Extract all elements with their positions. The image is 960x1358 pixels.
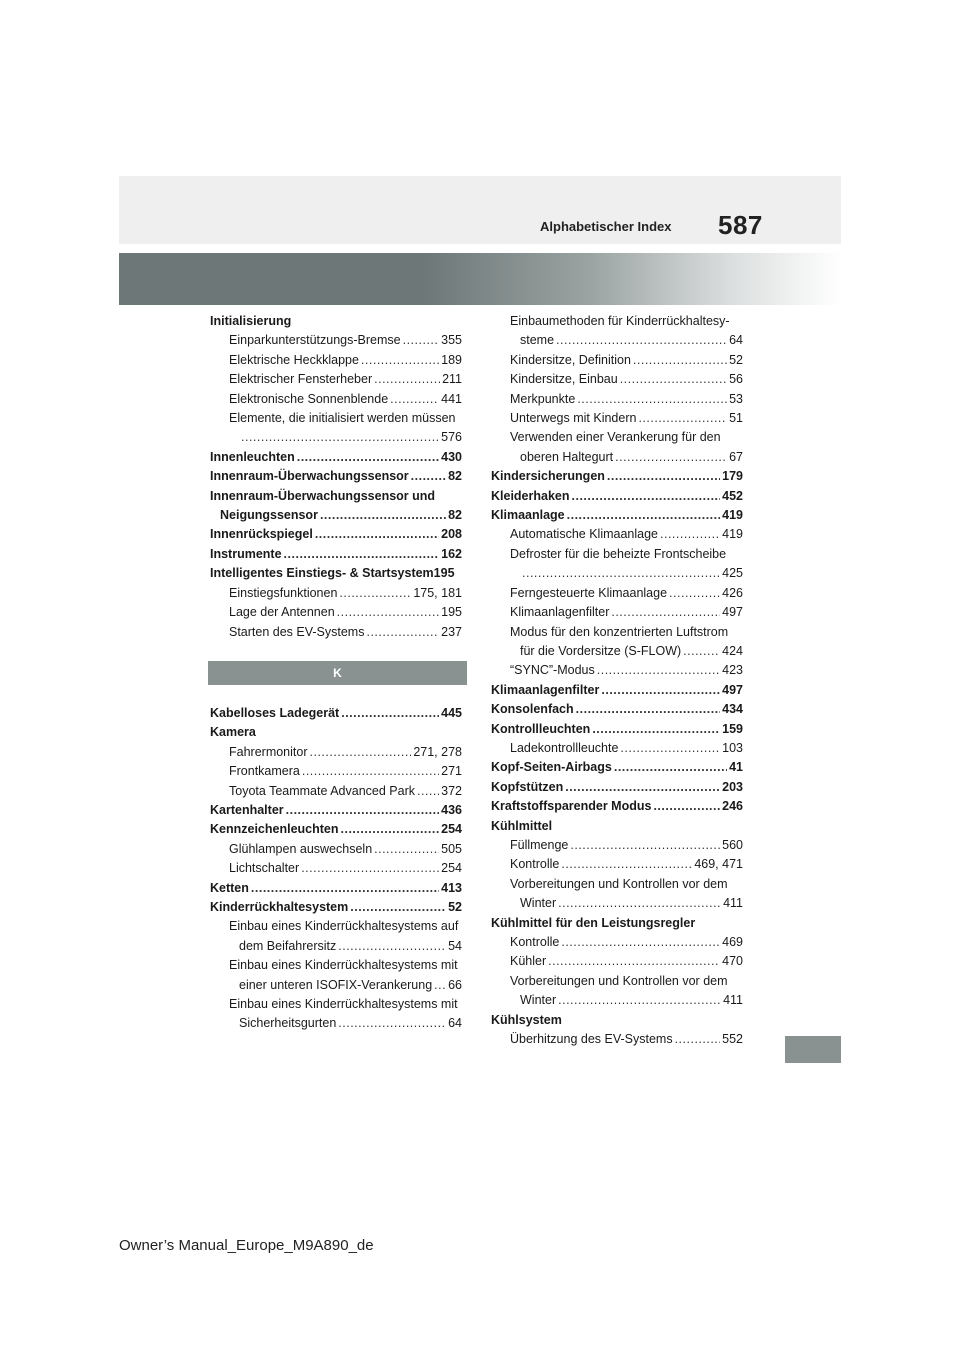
dot-leader <box>653 797 720 816</box>
index-subentry[interactable] <box>491 351 743 370</box>
entry-label: Kraftstoffsparender Modus <box>491 799 652 814</box>
entry-label: Kontrolle <box>510 935 560 949</box>
index-entry[interactable] <box>210 723 462 742</box>
index-subentry[interactable] <box>491 390 743 409</box>
dot-leader <box>660 525 720 544</box>
index-subentry[interactable] <box>491 894 743 913</box>
entry-label: Sicherheitsgurten <box>239 1016 337 1031</box>
page-reference: 54 <box>448 938 462 953</box>
dot-leader <box>548 952 720 971</box>
index-subentry[interactable] <box>491 331 743 350</box>
page-reference: 175, 181 <box>413 585 462 600</box>
index-subentry[interactable] <box>491 855 743 874</box>
entry-label: Einbau eines Kinderrückhaltesystems mit <box>229 997 458 1011</box>
page-reference: 195 <box>441 605 462 620</box>
page-reference: 103 <box>722 740 743 755</box>
page-reference: 162 <box>441 546 462 561</box>
page-reference: 452 <box>722 488 743 503</box>
dot-leader <box>366 623 439 642</box>
dot-leader <box>572 487 721 506</box>
dot-leader <box>297 448 439 467</box>
entry-label: Kleiderhaken <box>491 488 570 503</box>
dot-leader <box>251 879 439 898</box>
entry-label: Toyota Teammate Advanced Park <box>229 783 415 798</box>
dot-leader <box>633 351 727 370</box>
index-subentry[interactable] <box>491 545 743 564</box>
dot-leader <box>565 778 720 797</box>
dot-leader <box>577 390 727 409</box>
index-subentry[interactable] <box>210 351 462 370</box>
dot-leader <box>620 739 720 758</box>
entry-label: Kindersicherungen <box>491 469 605 484</box>
entry-label: Modus für den konzentrierten Luftstrom <box>510 624 729 639</box>
dot-leader <box>620 370 727 389</box>
index-entry[interactable] <box>491 506 743 525</box>
page-reference: 372 <box>441 783 462 798</box>
index-subentry[interactable] <box>491 642 743 661</box>
dot-leader <box>576 700 720 719</box>
index-subentry[interactable] <box>210 956 462 975</box>
entry-label: Elektronische Sonnenblende <box>229 391 389 406</box>
index-subentry[interactable] <box>210 976 462 995</box>
page-reference: 426 <box>722 585 743 600</box>
entry-label: Innenleuchten <box>210 449 295 464</box>
entry-label: Kontrolle <box>510 857 560 872</box>
entry-label: Merkpunkte <box>510 391 576 406</box>
index-entry[interactable] <box>210 879 462 898</box>
page-reference: 560 <box>722 837 743 852</box>
entry-label: Kopf-Seiten-Airbags <box>491 760 612 775</box>
index-subentry[interactable] <box>210 762 462 781</box>
index-entry[interactable] <box>491 758 743 777</box>
entry-label: Glühlampen auswechseln <box>229 841 373 856</box>
page-reference: 505 <box>441 841 462 856</box>
entry-label: “SYNC”-Modus <box>510 663 595 678</box>
dot-leader <box>567 506 721 525</box>
page-reference: 552 <box>722 1032 743 1047</box>
page-reference: 237 <box>441 624 462 639</box>
index-entry[interactable] <box>491 817 743 836</box>
page-reference: 419 <box>722 508 743 523</box>
entry-label: Initialisierung <box>210 314 292 328</box>
dot-leader <box>390 390 439 409</box>
letter-heading: K <box>208 661 467 685</box>
entry-label: Elektrische Heckklappe <box>229 352 359 367</box>
dot-leader <box>611 603 720 622</box>
entry-label: Fahrermonitor <box>229 744 308 759</box>
index-subentry[interactable] <box>491 448 743 467</box>
index-entry[interactable] <box>210 506 462 525</box>
page-reference: 441 <box>441 391 462 406</box>
entry-label: Kühlmittel für den Leistungsregler <box>491 915 696 930</box>
index-entry[interactable] <box>210 312 462 331</box>
page-reference: 64 <box>729 333 743 348</box>
page-reference: 413 <box>441 880 462 895</box>
index-entry[interactable] <box>491 467 743 486</box>
entry-label: einer unteren ISOFIX-Verankerung <box>239 977 433 992</box>
entry-label: Winter <box>520 993 557 1008</box>
entry-label: Kühler <box>510 954 547 969</box>
page-reference: 189 <box>441 352 462 367</box>
entry-label: Vorbereitungen und Kontrollen vor dem <box>510 973 728 988</box>
index-subentry[interactable] <box>491 584 743 603</box>
entry-label: Überhitzung des EV-Systems <box>510 1032 673 1047</box>
index-column-right <box>491 312 743 1049</box>
dot-leader <box>607 467 720 486</box>
entry-label: Einstiegsfunktionen <box>229 585 338 600</box>
entry-label: Kontrollleuchten <box>491 721 591 736</box>
page-reference: 411 <box>723 993 743 1008</box>
page-reference: 66 <box>448 977 462 992</box>
page-reference: 179 <box>722 469 743 484</box>
entry-label: dem Beifahrersitz <box>239 938 337 953</box>
page-number: 587 <box>718 210 763 240</box>
index-subentry[interactable] <box>491 661 743 680</box>
entry-label: Starten des EV-Systems <box>229 624 365 639</box>
page-reference: 423 <box>722 663 743 678</box>
entry-label: Unterwegs mit Kindern <box>510 411 637 426</box>
page-reference: 434 <box>722 702 743 717</box>
dot-leader <box>302 762 439 781</box>
header-gradient-bar <box>119 253 841 305</box>
index-subentry[interactable] <box>491 991 743 1010</box>
entry-label: Kartenhalter <box>210 802 284 817</box>
index-subentry[interactable] <box>210 623 462 642</box>
chapter-tab <box>785 1036 841 1063</box>
index-subentry[interactable] <box>210 782 462 801</box>
page-reference: 436 <box>441 802 462 817</box>
dot-leader <box>417 782 439 801</box>
dot-leader <box>374 840 439 859</box>
dot-leader <box>310 743 412 762</box>
index-subentry[interactable] <box>491 933 743 952</box>
page-reference: 64 <box>448 1016 462 1031</box>
entry-label: Kopfstützen <box>491 779 564 794</box>
index-entry[interactable] <box>491 720 743 739</box>
index-entry[interactable] <box>210 704 462 723</box>
entry-label: Instrumente <box>210 546 282 561</box>
dot-leader <box>338 1014 446 1033</box>
page-reference: 355 <box>441 333 462 348</box>
entry-label: Kühlsystem <box>491 1012 562 1027</box>
page-reference: 159 <box>722 721 743 736</box>
dot-leader <box>361 351 439 370</box>
index-subentry[interactable] <box>210 603 462 622</box>
index-subentry[interactable] <box>491 836 743 855</box>
entry-label: Defroster für die beheizte Frontscheibe <box>510 546 727 561</box>
index-column-left <box>210 312 462 1034</box>
index-subentry[interactable] <box>210 428 462 447</box>
page-reference: 469, 471 <box>694 857 743 872</box>
page-reference: 41 <box>729 760 743 775</box>
dot-leader <box>338 937 446 956</box>
page-reference: 254 <box>441 822 462 837</box>
page-reference: 497 <box>722 605 743 620</box>
entry-label: Kamera <box>210 725 256 740</box>
page-reference: 82 <box>448 469 462 484</box>
dot-leader <box>320 506 446 525</box>
index-entry[interactable] <box>210 545 462 564</box>
index-subentry[interactable] <box>491 428 743 447</box>
entry-label: Ferngesteuerte Klimaanlage <box>510 585 668 600</box>
entry-label: Automatische Klimaanlage <box>510 527 658 542</box>
entry-label: Lichtschalter <box>229 861 300 876</box>
index-subentry[interactable] <box>210 840 462 859</box>
dot-leader <box>558 894 721 913</box>
entry-label: Klimaanlagenfilter <box>510 605 610 620</box>
dot-leader <box>561 855 692 874</box>
page-reference: 51 <box>729 411 743 426</box>
entry-label: Lage der Antennen <box>229 605 335 620</box>
dot-leader <box>556 331 727 350</box>
entry-label: Kabelloses Ladegerät <box>210 705 340 720</box>
entry-label: Kennzeichenleuchten <box>210 822 339 837</box>
page-reference: 419 <box>722 527 743 542</box>
entry-label: Intelligentes Einstiegs- & Startsystem195 <box>210 566 455 581</box>
index-entry[interactable] <box>210 487 462 506</box>
page-reference: 254 <box>441 861 462 876</box>
entry-label: steme <box>520 333 555 348</box>
dot-leader <box>315 525 439 544</box>
entry-label: Innenraum-Überwachungssensor <box>210 469 409 484</box>
dot-leader <box>669 584 720 603</box>
dot-leader <box>675 1030 721 1049</box>
entry-label: für die Vordersitze (S-FLOW) <box>520 643 682 658</box>
entry-label: Innenrückspiegel <box>210 527 313 542</box>
index-entry[interactable] <box>491 914 743 933</box>
index-entry[interactable] <box>491 487 743 506</box>
index-entry[interactable] <box>491 1011 743 1030</box>
page-reference: 411 <box>723 896 743 911</box>
index-subentry[interactable] <box>491 952 743 971</box>
page-reference: 470 <box>722 954 743 969</box>
entry-label: Neigungssensor <box>220 508 318 523</box>
page-reference: 246 <box>722 799 743 814</box>
index-entry[interactable] <box>210 898 462 917</box>
page-reference: 52 <box>448 899 462 914</box>
dot-leader <box>522 564 720 583</box>
entry-label: Einbau eines Kinderrückhaltesystems auf <box>229 919 459 934</box>
page-reference: 424 <box>722 643 743 658</box>
index-subentry[interactable] <box>491 739 743 758</box>
dot-leader <box>558 991 721 1010</box>
entry-label: Elemente, die initialisiert werden müssen <box>229 411 456 426</box>
dot-leader <box>683 642 720 661</box>
index-subentry[interactable] <box>491 370 743 389</box>
entry-label: Ketten <box>210 880 249 895</box>
entry-label: Klimaanlagenfilter <box>491 682 600 697</box>
dot-leader <box>570 836 720 855</box>
dot-leader <box>337 603 439 622</box>
dot-leader <box>341 704 439 723</box>
entry-label: Elektrischer Fensterheber <box>229 372 373 387</box>
page-reference: 430 <box>441 449 462 464</box>
index-entry[interactable] <box>210 525 462 544</box>
index-subentry[interactable] <box>210 390 462 409</box>
dot-leader <box>286 801 440 820</box>
dot-leader <box>374 370 440 389</box>
index-entry[interactable] <box>210 467 462 486</box>
dot-leader <box>638 409 727 428</box>
dot-leader <box>341 820 440 839</box>
dot-leader <box>403 331 440 350</box>
page-reference: 67 <box>729 449 743 464</box>
page-reference: 445 <box>441 705 462 720</box>
dot-leader <box>284 545 440 564</box>
entry-label: oberen Haltegurt <box>520 449 614 464</box>
dot-leader <box>339 584 411 603</box>
index-subentry[interactable] <box>491 623 743 642</box>
entry-label: Einbaumethoden für Kinderrückhaltesy- <box>510 314 730 328</box>
index-subentry[interactable] <box>210 937 462 956</box>
index-entry[interactable] <box>491 778 743 797</box>
index-subentry[interactable] <box>210 1014 462 1033</box>
index-entry[interactable] <box>491 681 743 700</box>
index-entry[interactable] <box>491 700 743 719</box>
page-reference: 271 <box>441 764 462 779</box>
index-subentry[interactable] <box>210 917 462 936</box>
index-subentry[interactable] <box>210 743 462 762</box>
index-entry[interactable] <box>210 564 462 583</box>
entry-label: Innenraum-Überwachungssensor und <box>210 488 436 503</box>
index-entry[interactable] <box>210 820 462 839</box>
index-subentry[interactable] <box>491 875 743 894</box>
index-subentry[interactable] <box>491 1030 743 1049</box>
entry-label: Winter <box>520 896 557 911</box>
page-reference: 425 <box>722 566 743 581</box>
index-subentry[interactable] <box>210 409 462 428</box>
index-subentry[interactable] <box>491 972 743 991</box>
entry-label: Ladekontrollleuchte <box>510 740 619 755</box>
entry-label: Vorbereitungen und Kontrollen vor dem <box>510 876 728 891</box>
page-reference: 53 <box>729 391 743 406</box>
entry-label: Kindersitze, Einbau <box>510 372 618 387</box>
entry-label: Einbau eines Kinderrückhaltesystems mit <box>229 958 458 973</box>
dot-leader <box>561 933 720 952</box>
section-title: Alphabetischer Index <box>540 219 672 234</box>
dot-leader <box>350 898 446 917</box>
dot-leader <box>615 448 727 467</box>
index-subentry[interactable] <box>210 584 462 603</box>
entry-label: Füllmenge <box>510 837 569 852</box>
index-entry[interactable] <box>210 801 462 820</box>
dot-leader <box>434 976 446 995</box>
page-reference: 208 <box>441 527 462 542</box>
dot-leader <box>601 681 720 700</box>
page-reference: 203 <box>722 779 743 794</box>
dot-leader <box>592 720 720 739</box>
footer-text: Owner’s Manual_Europe_M9A890_de <box>119 1237 374 1254</box>
index-subentry[interactable] <box>491 564 743 583</box>
entry-label: Klimaanlage <box>491 508 565 523</box>
index-entry[interactable] <box>210 448 462 467</box>
page-reference: 82 <box>448 508 462 523</box>
index-subentry[interactable] <box>491 525 743 544</box>
page-reference: 271, 278 <box>413 744 462 759</box>
entry-label: Konsolenfach <box>491 702 574 717</box>
entry-label: Einparkunterstützungs-Bremse <box>229 333 401 348</box>
page-reference: 497 <box>722 682 743 697</box>
index-subentry[interactable] <box>491 409 743 428</box>
entry-label: Kindersitze, Definition <box>510 352 631 367</box>
entry-label: Kühlmittel <box>491 818 553 833</box>
dot-leader <box>411 467 446 486</box>
page-reference: 469 <box>722 935 743 949</box>
entry-label: Kinderrückhaltesystem <box>210 899 349 914</box>
dot-leader <box>597 661 720 680</box>
page-reference: 576 <box>441 430 462 445</box>
index-subentry[interactable] <box>210 859 462 878</box>
index-subentry[interactable] <box>491 603 743 622</box>
entry-label: Frontkamera <box>229 764 300 779</box>
index-subentry[interactable] <box>210 995 462 1014</box>
dot-leader <box>301 859 439 878</box>
dot-leader <box>241 428 439 447</box>
page-reference: 56 <box>729 372 743 387</box>
dot-leader <box>614 758 727 777</box>
page-reference: 211 <box>442 372 462 387</box>
index-entry[interactable] <box>491 797 743 816</box>
entry-label: Verwenden einer Verankerung für den <box>510 430 721 445</box>
index-subentry[interactable] <box>210 331 462 350</box>
page-reference: 52 <box>729 352 743 367</box>
index-subentry[interactable] <box>210 370 462 389</box>
index-subentry[interactable] <box>491 312 743 331</box>
